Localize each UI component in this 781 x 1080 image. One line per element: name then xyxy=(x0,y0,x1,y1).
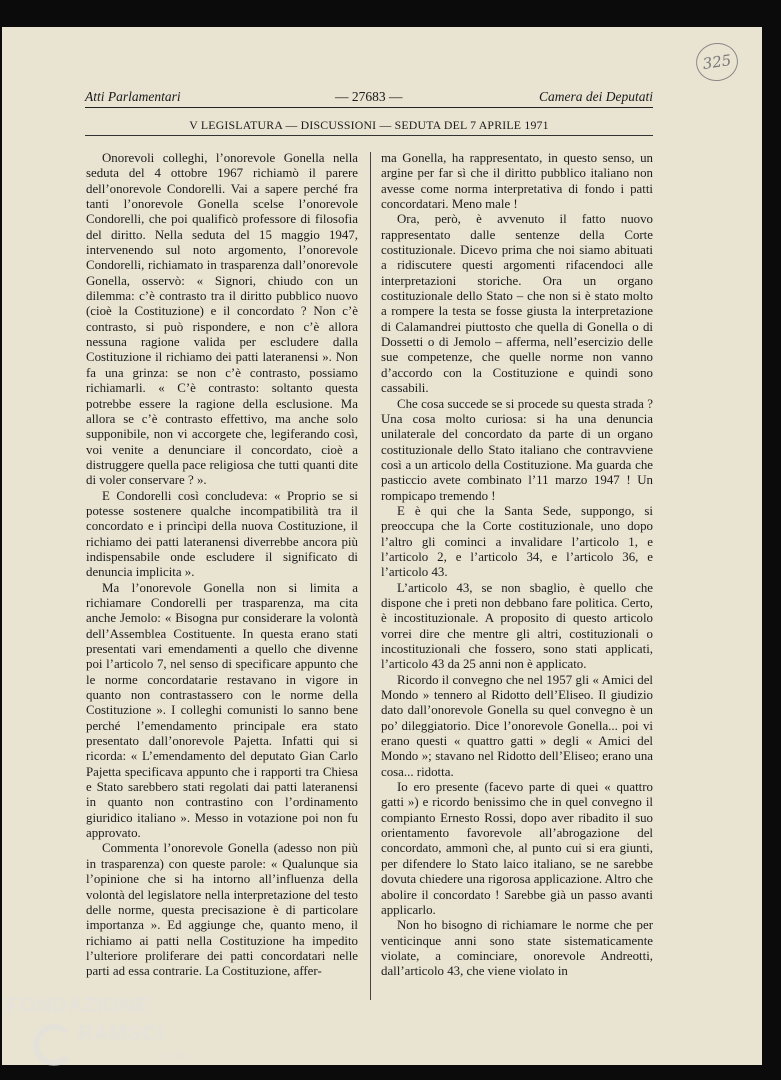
watermark-line3: onlus xyxy=(162,1050,186,1061)
paragraph: Io ero presente (facevo parte di quei « quattro gatti ») e ricordo benissimo che in quel convegno il compianto Ernesto Rossi, dopo aver ribadito il suo orientamento favorevole all’abrogazione del concordato, ammonì che, al punto cui si era giunti, per difendere lo Stato laico italiano, se ne sarebbe dovuta chiedere una rigorosa applicazione. Altro che abolire il concordato ! Sarebbe già un passo avanti applicarlo. xyxy=(381,780,653,917)
column-divider xyxy=(370,152,371,1000)
paragraph: Non ho bisogno di richiamare le norme che per venticinque anni sono state sistematicamente violate, a cominciare, onorevole Andreotti, dall’articolo 43, che viene violato in xyxy=(381,918,653,979)
paragraph: E è qui che la Santa Sede, suppongo, si preoccupa che la Corte costituzionale, uno dopo l’altro gli cominci a invalidare l’articolo 1, e l’articolo 2, e l’articolo 34, e l’articolo 36, e l’articolo 43. xyxy=(381,503,653,580)
paragraph: Che cosa succede se si procede su questa strada ? Una cosa molto curiosa: si ha una denuncia unilaterale del concordato da parte di un organo costituzionale dello Stato italiano che contravviene così a un articolo della Costituzione. Ma guarda che pasticcio avete combinato l’11 marzo 1947 ! Un rompicapo tremendo ! xyxy=(381,396,653,503)
session-line: V LEGISLATURA — DISCUSSIONI — SEDUTA DEL 7 APRILE 1971 xyxy=(189,118,549,132)
watermark-line2: RAMSCI xyxy=(78,1022,164,1045)
header-left: Atti Parlamentari xyxy=(85,89,181,104)
running-header xyxy=(85,89,653,105)
paragraph: ma Gonella, ha rappresentato, in questo senso, un argine per far sì che il diritto pubblico italiano non avesse come norma interpretativa di fondo i patti concordatari. Meno male ! xyxy=(381,151,653,212)
g-logo-icon xyxy=(33,1024,75,1066)
paragraph: L’articolo 43, se non sbaglio, è quello che dispone che i preti non debbano fare politica. Certo, è incostituzionale. A proposito di questo articolo vorrei dire che mentre gli altri, costituzionali o incostituzionali che fossero, sono stati applicati, l’articolo 43 da 25 anni non è applicato. xyxy=(381,580,653,672)
paragraph: Ora, però, è avvenuto il fatto nuovo rappresentato dalle sentenze della Corte costituzionale. Dicevo prima che noi siamo abituati a ridiscutere questi argomenti rifacendoci alle interpretazioni storiche. Ora un organo costituzionale dello Stato – che non si è stato molto a rompere la testa se fosse giusta la interpretazione di Calamandrei piuttosto che quella di Gonella o di Dossetti o di Jemolo – afferma, nell’esercizio delle sue competenze, che quelle norme non vanno d’accordo con la Costituzione e quindi sono cassabili. xyxy=(381,212,653,396)
page-stamp: 325 xyxy=(694,40,741,83)
paragraph: Ricordo il convegno che nel 1957 gli « Amici del Mondo » tennero al Ridotto dell’Eliseo. Il giudizio dato dall’onorevole Gonella su quel convegno è un po’ dileggiatorio. Dice l’onorevole Gonella... poi vi erano questi « quattro gatti » degli « Amici del Mondo »; stavano nel Ridotto dell’Eliseo; erano una cosa... ridotta. xyxy=(381,672,653,779)
fondazione-gramsci-watermark xyxy=(6,992,206,1072)
header-rule xyxy=(85,107,653,108)
paragraph: Onorevoli colleghi, l’onorevole Gonella nella seduta del 4 ottobre 1967 richiamò il parere dell’onorevole Condorelli. Vai a sapere perché fra tanti l’onorevole Gonella scelse l’onorevole Condorelli, che poi qualificò professore di filosofia del diritto. Nella seduta del 15 maggio 1947, intervenendo sul noto argomento, l’onorevole Condorelli, richiamato in trasparenza dall’onorevole Gonella, osservò: « Signori, chiudo con un dilemma: c’è contrasto tra il diritto pubblico nuovo (cioè la Costituzione) e il concordato ? Non c’è contrasto, si può rispondere, e non c’è allora nessuna ragione valida per escludere dalla Costituzione il richiamo dei patti lateranensi ». Non fa una grinza: se non c’è contrasto, possiamo richiamarli. « C’è contrasto: soltanto questa potrebbe essere la ragione della esclusione. Ma allora se c’è contrasto effettivo, ma anche solo supponibile, non vi accorgete che, legiferando così, voi venite a denunciare il concordato, cioè a distruggere quella pace religiosa che tutti quanti dite di voler conservare ? ». xyxy=(86,151,358,488)
paragraph: Commenta l’onorevole Gonella (adesso non più in trasparenza) con queste parole: « Qualunque sia l’opinione che si ha intorno all’influenza della volontà del legislatore nella interpretazione del testo delle norme, questa precisazione è di particolare importanza ». Ed aggiunge che, quanto meno, il richiamo ai patti nella Costituzione ha impedito l’ulteriore proliferare dei patti concordatari nelle parti ad essa contrarie. La Costituzione, affer- xyxy=(86,841,358,979)
watermark-line1: FONDAZIONE xyxy=(6,994,150,1017)
left-column xyxy=(86,151,358,980)
header-right: Camera dei Deputati xyxy=(539,89,653,104)
page-number: — 27683 — xyxy=(335,89,403,104)
paragraph: Ma l’onorevole Gonella non si limita a richiamare Condorelli per trasparenza, ma cita anche Jemolo: « Bisogna pur considerare la volontà dell’Assemblea Costituente. In questa erano stati presentati vari emendamenti a quello che divenne poi l’articolo 7, nel senso di specificare appunto che le norme concordatarie restavano in vigore in quanto non contrastassero con le norme della Costituzione ». I colleghi comunisti lo sanno bene perché l’emendamento principale era stato presentato dall’onorevole Pajetta. Infatti qui si ricorda: « L’emendamento del deputato Gian Carlo Pajetta specificava appunto che i rapporti tra Chiesa e Stato sarebbero stati regolati dai patti lateranensi in quanto non contrastino con l’ordinamento giuridico italiano ». Messo in votazione poi non fu approvato. xyxy=(86,580,358,841)
paragraph: E Condorelli così concludeva: « Proprio se si potesse sostenere qualche incompatibilità tra il concordato e i princìpi della nuova Costituzione, il richiamo dei patti lateranensi diverrebbe ancora più indispensabile onde escludere il significato di denuncia implicita ». xyxy=(86,488,358,580)
document-page xyxy=(2,27,762,1065)
session-rule xyxy=(85,135,653,136)
right-column xyxy=(381,151,653,980)
